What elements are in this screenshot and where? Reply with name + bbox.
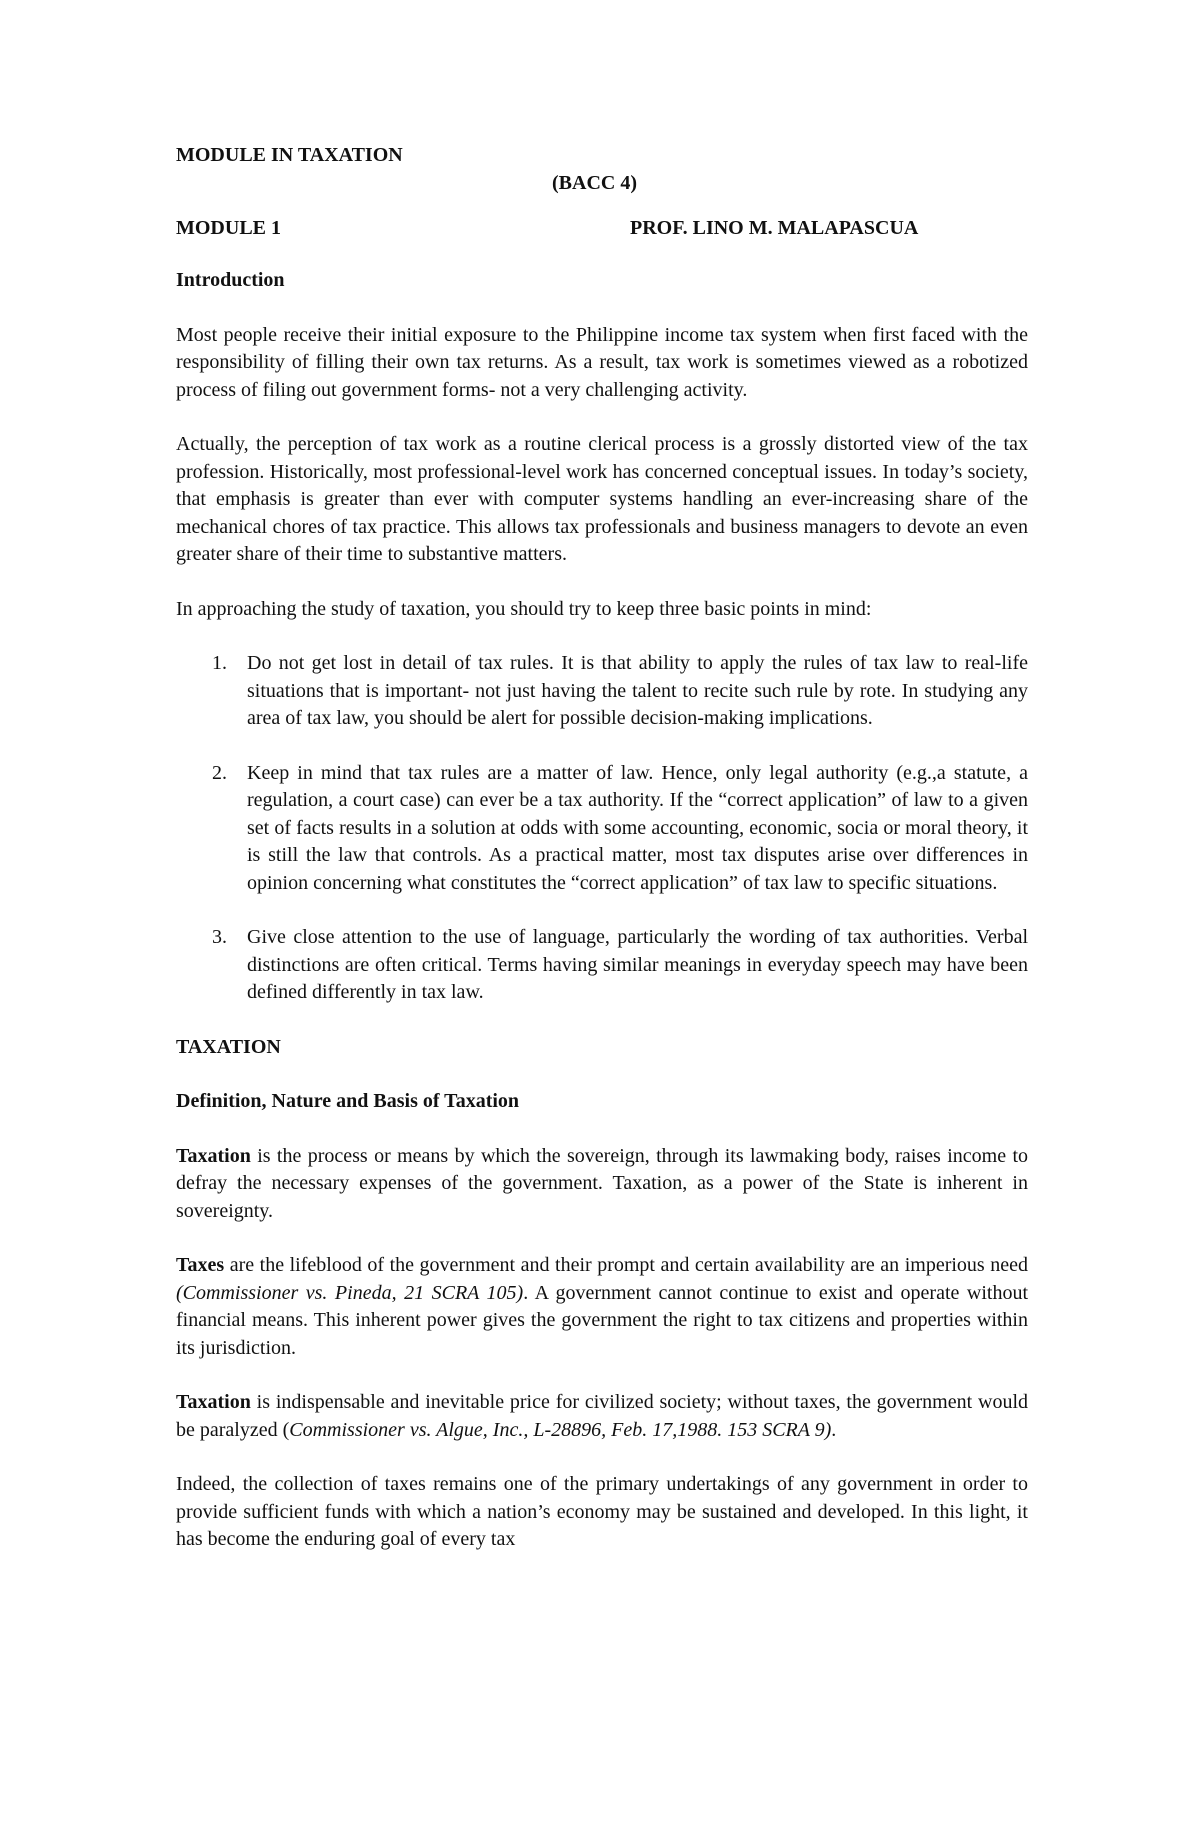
list-item-text: Give close attention to the use of language, particularly the wording of tax authorities. Verbal distinctions are often critical. Terms having similar meanings in everyday speech may have been defined differently in tax law. bbox=[247, 926, 1028, 1003]
intro-paragraph-2: Actually, the perception of tax work as a routine clerical process is a grossly distorted view of the tax profession. Historically, most professional-level work has concerned conceptual issues. In today’s society, that emphasis is greater than ever with computer systems handling an ever-increasing share of the mechanical chores of tax practice. This allows tax professionals and business managers to devote an even greater share of their time to substantive matters. bbox=[176, 433, 1028, 565]
closing-paragraph: Indeed, the collection of taxes remains one of the primary undertakings of any government in order to provide sufficient funds with which a nation’s economy may be sustained and developed. In this light, it has become the enduring goal of every tax bbox=[176, 1473, 1028, 1550]
term-taxation: Taxation bbox=[176, 1391, 251, 1413]
course-code: (BACC 4) bbox=[552, 172, 637, 194]
definition-text: is indispensable and inevitable price for civilized society; without taxes, the government would be paralyzed ( bbox=[176, 1391, 1028, 1441]
taxation-subheading: Definition, Nature and Basis of Taxation bbox=[176, 1090, 520, 1112]
term-taxes: Taxes bbox=[176, 1254, 225, 1276]
list-item bbox=[176, 760, 1028, 898]
term-taxation: Taxation bbox=[176, 1144, 251, 1167]
intro-paragraph-3: In approaching the study of taxation, you should try to keep three basic points in mind: bbox=[176, 597, 872, 620]
definition-text-continued: . A government cannot continue to exist and operate without financial means. This inherent power gives the government the right to tax citizens and properties within its jurisdiction. bbox=[176, 1281, 1029, 1359]
intro-paragraph-1: Most people receive their initial exposure to the Philippine income tax system when first faced with the responsibility of filling their own tax returns. As a result, tax work is sometimes viewed as a robotized process of filing out government forms- not a very challenging activity. bbox=[176, 323, 1028, 401]
intro-heading: Introduction bbox=[176, 269, 285, 291]
list-item bbox=[176, 650, 1028, 733]
list-item-text: Do not get lost in detail of tax rules. It is that ability to apply the rules of tax law to real-life situations that is important- not just having the talent to recite such rule by rote. In studying any area of tax law, you should be alert for possible decision-making implications. bbox=[247, 652, 1028, 729]
basic-points-list bbox=[176, 650, 1028, 1007]
case-citation: (Commissioner vs. Pineda, 21 SCRA 105) bbox=[176, 1281, 524, 1304]
list-item-number: 2. bbox=[212, 761, 227, 784]
professor-name: PROF. LINO M. MALAPASCUA bbox=[630, 217, 919, 239]
list-item-number: 1. bbox=[212, 652, 227, 674]
definition-text: are the lifeblood of the government and their prompt and certain availability are an imperious need bbox=[224, 1254, 1028, 1276]
case-citation: Commissioner vs. Algue, Inc., L-28896, Feb. 17,1988. 153 SCRA 9) bbox=[289, 1418, 832, 1441]
taxes-definition bbox=[176, 1252, 1028, 1362]
definition-end: . bbox=[831, 1418, 837, 1441]
module-number: MODULE 1 bbox=[176, 217, 281, 239]
module-header-row bbox=[176, 215, 1028, 243]
list-item bbox=[176, 924, 1028, 1007]
taxation-heading: TAXATION bbox=[176, 1035, 281, 1058]
document-body bbox=[176, 142, 1028, 1554]
module-title: MODULE IN TAXATION bbox=[176, 144, 403, 166]
taxation-definition-1 bbox=[176, 1143, 1028, 1226]
list-item-number: 3. bbox=[212, 926, 227, 948]
definition-text: is the process or means by which the sovereign, through its lawmaking body, raises income to defray the necessary expenses of the government. Taxation, as a power of the State is inherent in sovereignty. bbox=[176, 1144, 1028, 1222]
list-item-text: Keep in mind that tax rules are a matter of law. Hence, only legal authority (e.g.,a statute, a regulation, a court case) can ever be a tax authority. If the “correct application” of law to a given set of facts results in a solution at odds with some accounting, economic, socia or moral theory, it is still the law that controls. As a practical matter, most tax disputes arise over differences in opinion concerning what constitutes the “correct application” of tax law to specific situations. bbox=[247, 761, 1028, 894]
taxation-definition-2 bbox=[176, 1389, 1028, 1444]
